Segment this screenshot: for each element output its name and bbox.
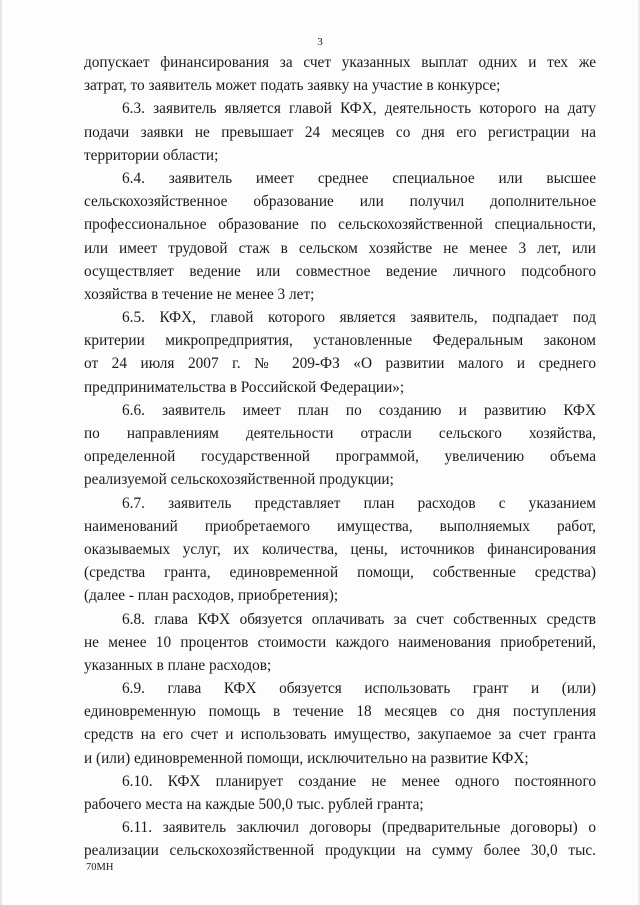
paragraph-6-3 — [84, 97, 596, 167]
text-line: подачи заявки не превышает 24 месяцев со дня его регистрации на — [84, 123, 596, 141]
text-line: допускает финансирования за счет указанных выплат одних и тех же — [84, 54, 596, 71]
text-line: рабочего места на каждые 500,0 тыс. рублей гранта; — [84, 796, 424, 813]
page-number: 3 — [317, 36, 323, 48]
text-line: (средства гранта, единовременной помощи, собственные средства) — [84, 564, 596, 582]
text-line: (далее - план расходов, приобретения); — [84, 587, 339, 605]
text-line: 6.5. КФХ, главой которого является заявитель, подпадает под — [122, 309, 596, 327]
paragraph-6-5 — [84, 306, 596, 399]
text-line: 6.9. глава КФХ обязуется использовать грант и (или) — [122, 680, 596, 698]
paragraph-6-4 — [84, 167, 596, 306]
text-line: указанных в плане расходов; — [84, 656, 272, 674]
text-line: наименований приобретаемого имущества, выполняемых работ, — [84, 517, 596, 535]
text-line: затрат, то заявитель может подать заявку на участие в конкурсе; — [84, 77, 501, 95]
text-line: профессиональное образование по сельскохозяйственной специальности, — [84, 216, 596, 234]
paragraph-continuation — [84, 51, 596, 97]
text-line: 6.11. заявитель заключил договоры (предварительные договоры) о — [122, 819, 596, 837]
text-line: реализации сельскохозяйственной продукции на сумму более 30,0 тыс. — [84, 842, 596, 860]
paragraph-6-9 — [84, 677, 596, 770]
text-line: реализуемой сельскохозяйственной продукции; — [84, 471, 394, 489]
text-line: определенной государственной программой, увеличению объема — [84, 448, 596, 466]
text-line: осуществляет ведение или совместное ведение личного подсобного — [84, 262, 596, 280]
text-line: не менее 10 процентов стоимости каждого наименования приобретений, — [84, 633, 596, 651]
scan-edge-left — [0, 0, 2, 905]
text-line: 6.8. глава КФХ обязуется оплачивать за счет собственных средств — [122, 610, 596, 628]
text-line: по направлениям деятельности отрасли сельского хозяйства, — [84, 425, 596, 442]
text-line: сельскохозяйственное образование или получил дополнительное — [84, 193, 596, 211]
text-line: 6.7. заявитель представляет план расходов с указанием — [122, 494, 596, 512]
text-line: средств на его счет и использовать имущество, закупаемое за счет гранта — [84, 726, 596, 744]
text-line: 6.3. заявитель является главой КФХ, деятельность которого на дату — [122, 100, 596, 118]
text-line: предпринимательства в Российской Федерации»; — [84, 378, 405, 396]
text-line: или имеет трудовой стаж в сельском хозяйстве не менее 3 лет, или — [84, 239, 596, 257]
text-line: 6.4. заявитель имеет среднее специальное или высшее — [122, 169, 596, 187]
text-line: 6.6. заявитель имеет план по созданию и развитию КФХ — [122, 401, 596, 419]
text-line: оказываемых услуг, их количества, цены, источников финансирования — [84, 540, 596, 558]
document-code: 70МН — [86, 862, 114, 873]
text-line: единовременную помощь в течение 18 месяцев со дня поступления — [84, 703, 596, 721]
document-body — [84, 51, 596, 863]
paragraph-6-10 — [84, 770, 596, 816]
paragraph-6-8 — [84, 608, 596, 678]
text-line: критерии микропредприятия, установленные Федеральным законом — [84, 332, 596, 350]
text-line: территории области; — [84, 146, 219, 164]
paragraph-6-7 — [84, 492, 596, 608]
text-line: и (или) единовременной помощи, исключительно на развитие КФХ; — [84, 749, 529, 767]
paragraph-6-6 — [84, 399, 596, 492]
text-line: 6.10. КФХ планирует создание не менее одного постоянного — [122, 772, 596, 790]
text-line: от 24 июля 2007 г. № 209-ФЗ «О развитии малого и среднего — [84, 355, 596, 373]
paragraph-6-11 — [84, 816, 596, 862]
text-line: хозяйства в течение не менее 3 лет; — [84, 285, 315, 303]
